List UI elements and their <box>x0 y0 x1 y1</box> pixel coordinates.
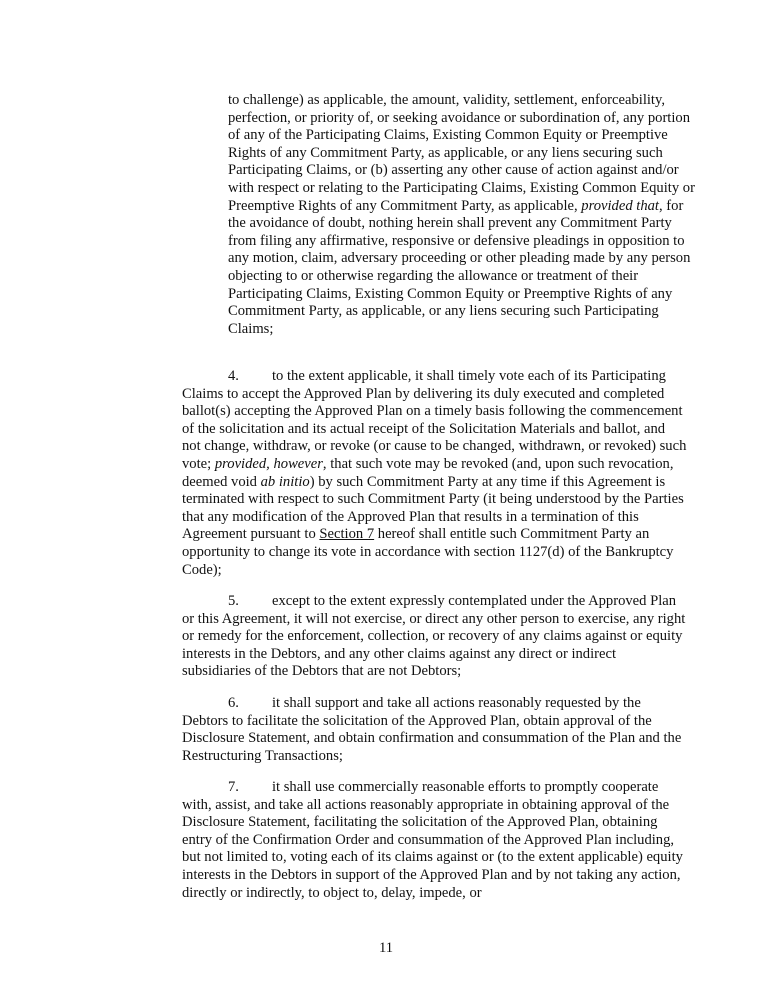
continuation-paragraph: to challenge) as applicable, the amount, validity, settlement, enforceability, perfection, or priority of, or seeking avoidance or subordination of, any portion of any of the Participating Claims, Existing Common Equity or Preemptive Rights of any Commitment Party, as applicable, or any liens securing such Participating Claims, or (b) asserting any other cause of action against and/or with respect or relating to the Participating Claims, Existing Common Equity or Preemptive Rights of any Commitment Party, as applicable, provided that, for the avoidance of doubt, nothing herein shall prevent any Commitment Party from filing any affirmative, responsive or defensive pleadings in opposition to any motion, claim, adversary proceeding or other pleading made by any person objecting to or otherwise regarding the allowance or treatment of their Participating Claims, Existing Common Equity or Preemptive Rights of any Commitment Party, as applicable, or any liens securing such Participating Claims; <box>228 92 695 337</box>
section-7-link[interactable]: Section 7 <box>319 526 375 543</box>
item-number: 4. <box>228 368 239 384</box>
item-number: 6. <box>228 695 239 711</box>
page-number: 11 <box>378 940 394 956</box>
italic-provided-however: provided, however <box>214 455 323 472</box>
item-4-paragraph: 4. to the extent applicable, it shall timely vote each of its Participating Claims to accept the Approved Plan by delivering its duly executed and completed ballot(s) accepting the Approved Plan on a timely basis following the commencement of the solicitation and its actual receipt of the Solicitation Materials and ballot, and not change, withdraw, or revoke (or cause to be changed, withdrawn, or revoked) such vote; provided, however, that such vote may be revoked (and, upon such revocation, deemed void ab initio) by such Commitment Party at any time if this Agreement is terminated with respect to such Commitment Party (it being understood by the Parties that any modification of the Approved Plan that results in a termination of this Agreement pursuant to Section 7 hereof shall entitle such Commitment Party an opportunity to change its vote in accordance with section 1127(d) of the Bankruptcy Code); <box>182 368 687 578</box>
item-7-paragraph: 7. it shall use commercially reasonable efforts to promptly cooperate with, assist, and take all actions reasonably appropriate in obtaining approval of the Disclosure Statement, facilitating the solicitation of the Approved Plan, obtaining entry of the Confirmation Order and consummation of the Approved Plan including, but not limited to, voting each of its claims against or (to the extent applicable) equity interests in the Debtors in support of the Approved Plan and by not taking any action, directly or indirectly, to object to, delay, impede, or <box>182 779 683 901</box>
italic-ab-initio: ab initio <box>260 473 310 490</box>
item-6-paragraph: 6. it shall support and take all actions reasonably requested by the Debtors to facilitate the solicitation of the Approved Plan, obtain approval of the Disclosure Statement, and obtain confirmation and consummation of the Plan and the Restructuring Transactions; <box>182 695 682 764</box>
italic-provided-that: provided that <box>581 197 659 214</box>
item-number: 7. <box>228 779 239 795</box>
item-5-paragraph: 5. except to the extent expressly contemplated under the Approved Plan or this Agreement, it will not exercise, or direct any other person to exercise, any right or remedy for the enforcement, collection, or recovery of any claims against or equity interests in the Debtors, and any other claims against any direct or indirect subsidiaries of the Debtors that are not Debtors; <box>182 593 686 680</box>
item-number: 5. <box>228 593 239 609</box>
